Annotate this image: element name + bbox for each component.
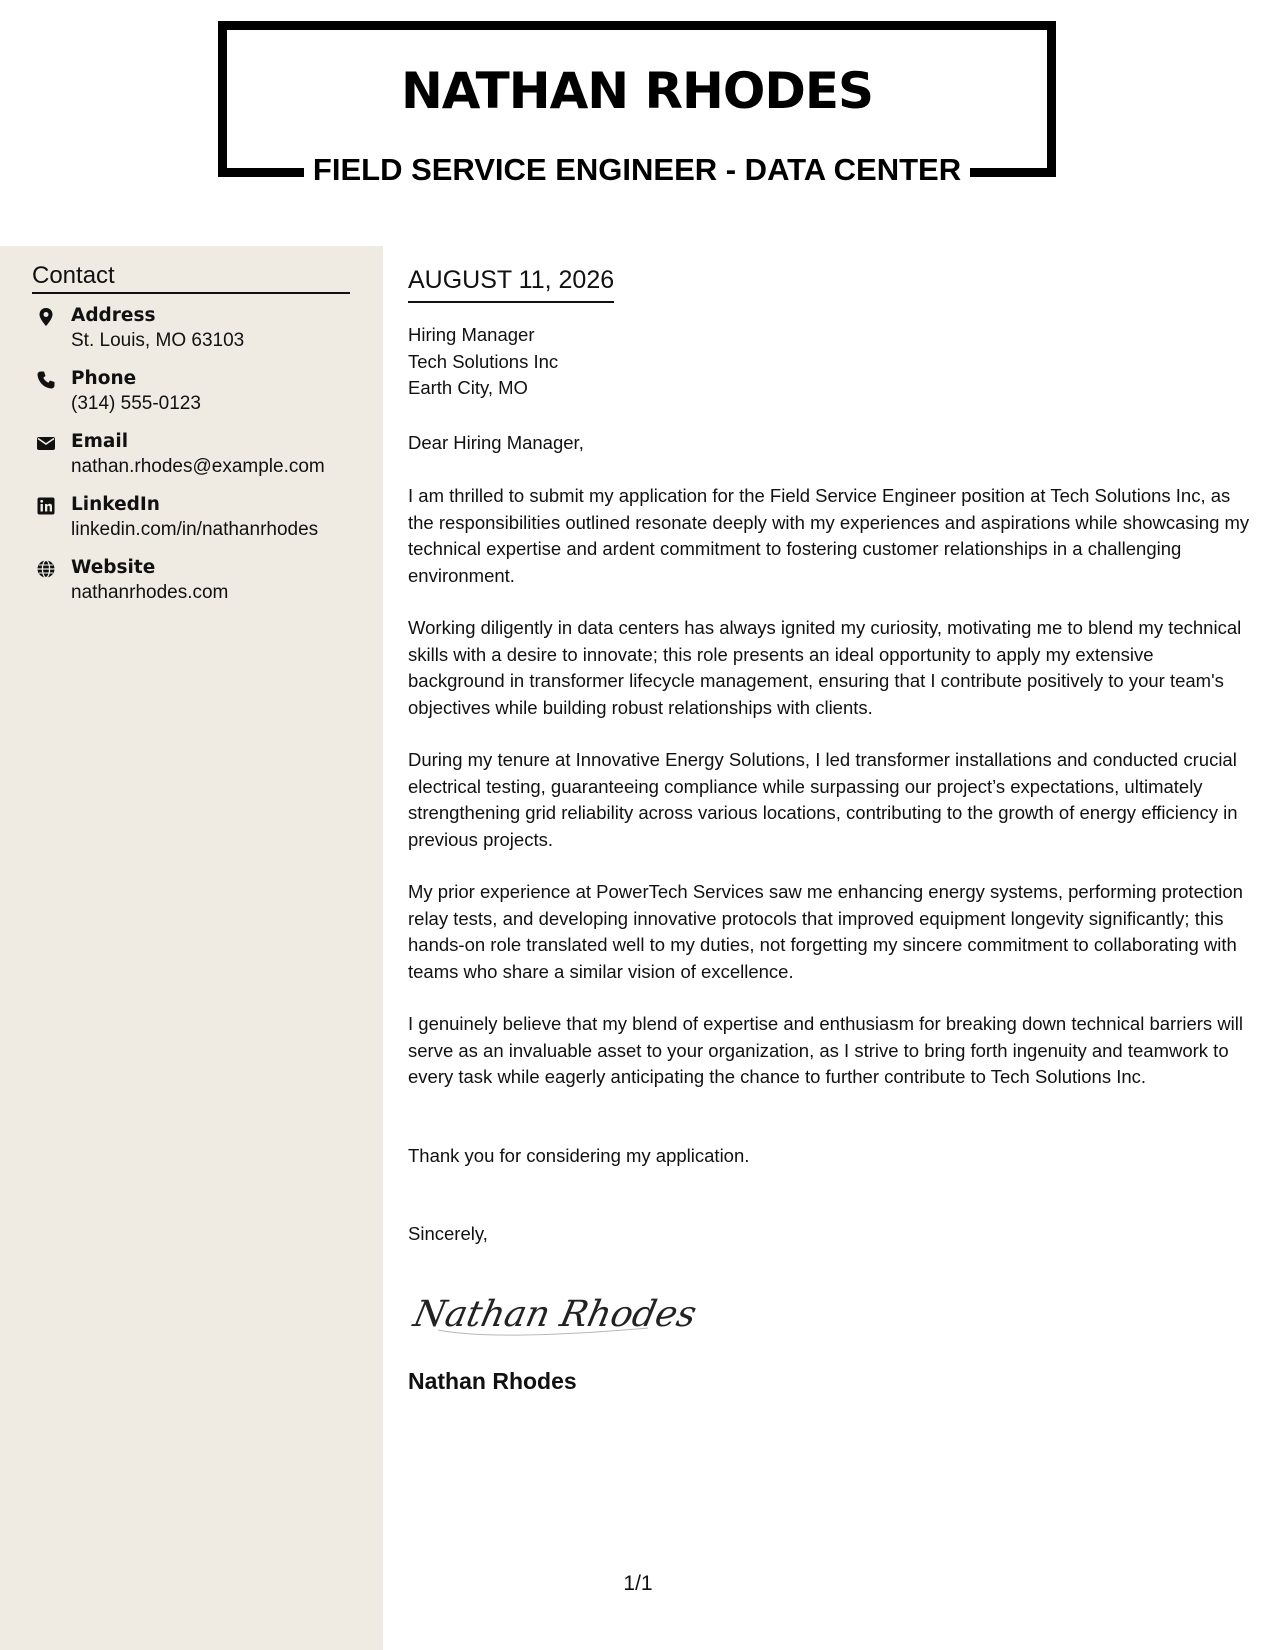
job-title: FIELD SERVICE ENGINEER - DATA CENTER [312,152,962,187]
paragraph-text: My prior experience at PowerTech Services saw me enhancing energy systems, performing protection relay tests, and developing innovative protocols that improved equipment longevity significantly; this hands-on role translated well to my duties, not forgetting my sincere commitment to collaborating with teams who share a similar vision of excellence. [408,881,1243,982]
linkedin-label: LinkedIn [71,494,160,515]
closing [408,1221,1250,1248]
website-label: Website [71,557,156,578]
letter-paragraph [408,1143,1250,1170]
website-value: nathanrhodes.com [71,582,229,603]
contact-heading: Contact [32,262,350,294]
signature-image-text: Nathan Rhodes [409,1292,701,1335]
letter-date: AUGUST 11, 2026 [408,266,614,303]
paragraph-text: I genuinely believe that my blend of expertise and enthusiasm for breaking down technical barriers will serve as an invaluable asset to your organization, as I strive to bring forth ingenuity and teamwork to every task while eagerly anticipating the chance to further contribute to Tech Solutions Inc. [408,1013,1244,1087]
letter-paragraph [408,879,1250,985]
paragraph-text: Working diligently in data centers has always ignited my curiosity, motivating me to blend my technical skills with a desire to innovate; this role presents an ideal opportunity to apply my extensive background in transformer lifecycle management, ensuring that I contribute positively to your team's objectives while building robust relationships with clients. [408,617,1242,718]
recipient-line: Earth City, MO [408,377,528,398]
phone-value: (314) 555-0123 [71,393,201,414]
signer-name: Nathan Rhodes [408,1368,577,1394]
letter-paragraph [408,1011,1250,1091]
recipient-line: Hiring Manager [408,324,535,345]
map-pin-icon [36,307,56,327]
email-label: Email [71,431,129,452]
recipient-block [408,322,1250,402]
linkedin-value: linkedin.com/in/nathanrhodes [71,519,319,540]
email-value: nathan.rhodes@example.com [71,456,325,477]
address-label: Address [71,305,156,326]
phone-label: Phone [71,368,137,389]
page-number: 1/1 [623,1572,653,1595]
letter-paragraph [408,483,1250,589]
paragraph-text: Thank you for considering my application. [408,1145,750,1166]
applicant-name: NATHAN RHODES [400,62,874,120]
salutation [408,430,1250,457]
letter-paragraph [408,747,1250,853]
closing-text: Sincerely, [408,1223,488,1244]
recipient-line: Tech Solutions Inc [408,350,559,372]
handwritten-signature [409,1278,701,1353]
address-value: St. Louis, MO 63103 [71,330,245,351]
linkedin-icon [36,496,56,516]
letter-paragraph [408,615,1250,721]
globe-icon [36,559,56,579]
envelope-icon [36,433,56,453]
salutation-text: Dear Hiring Manager, [408,432,584,453]
paragraph-text: During my tenure at Innovative Energy Solutions, I led transformer installations and conducted crucial electrical testing, guaranteeing compliance while surpassing our project’s expectations, ultimately strengthening grid reliability across various locations, contributing to the growth of energy efficiency in previous projects. [408,749,1238,850]
paragraph-text: I am thrilled to submit my application for the Field Service Engineer position at Tech Solutions Inc, as the responsibilities outlined resonate deeply with my experiences and aspirations while showcasing my technical expertise and ardent commitment to fostering customer relationships in a challenging environment. [408,485,1250,586]
phone-icon [36,370,56,390]
